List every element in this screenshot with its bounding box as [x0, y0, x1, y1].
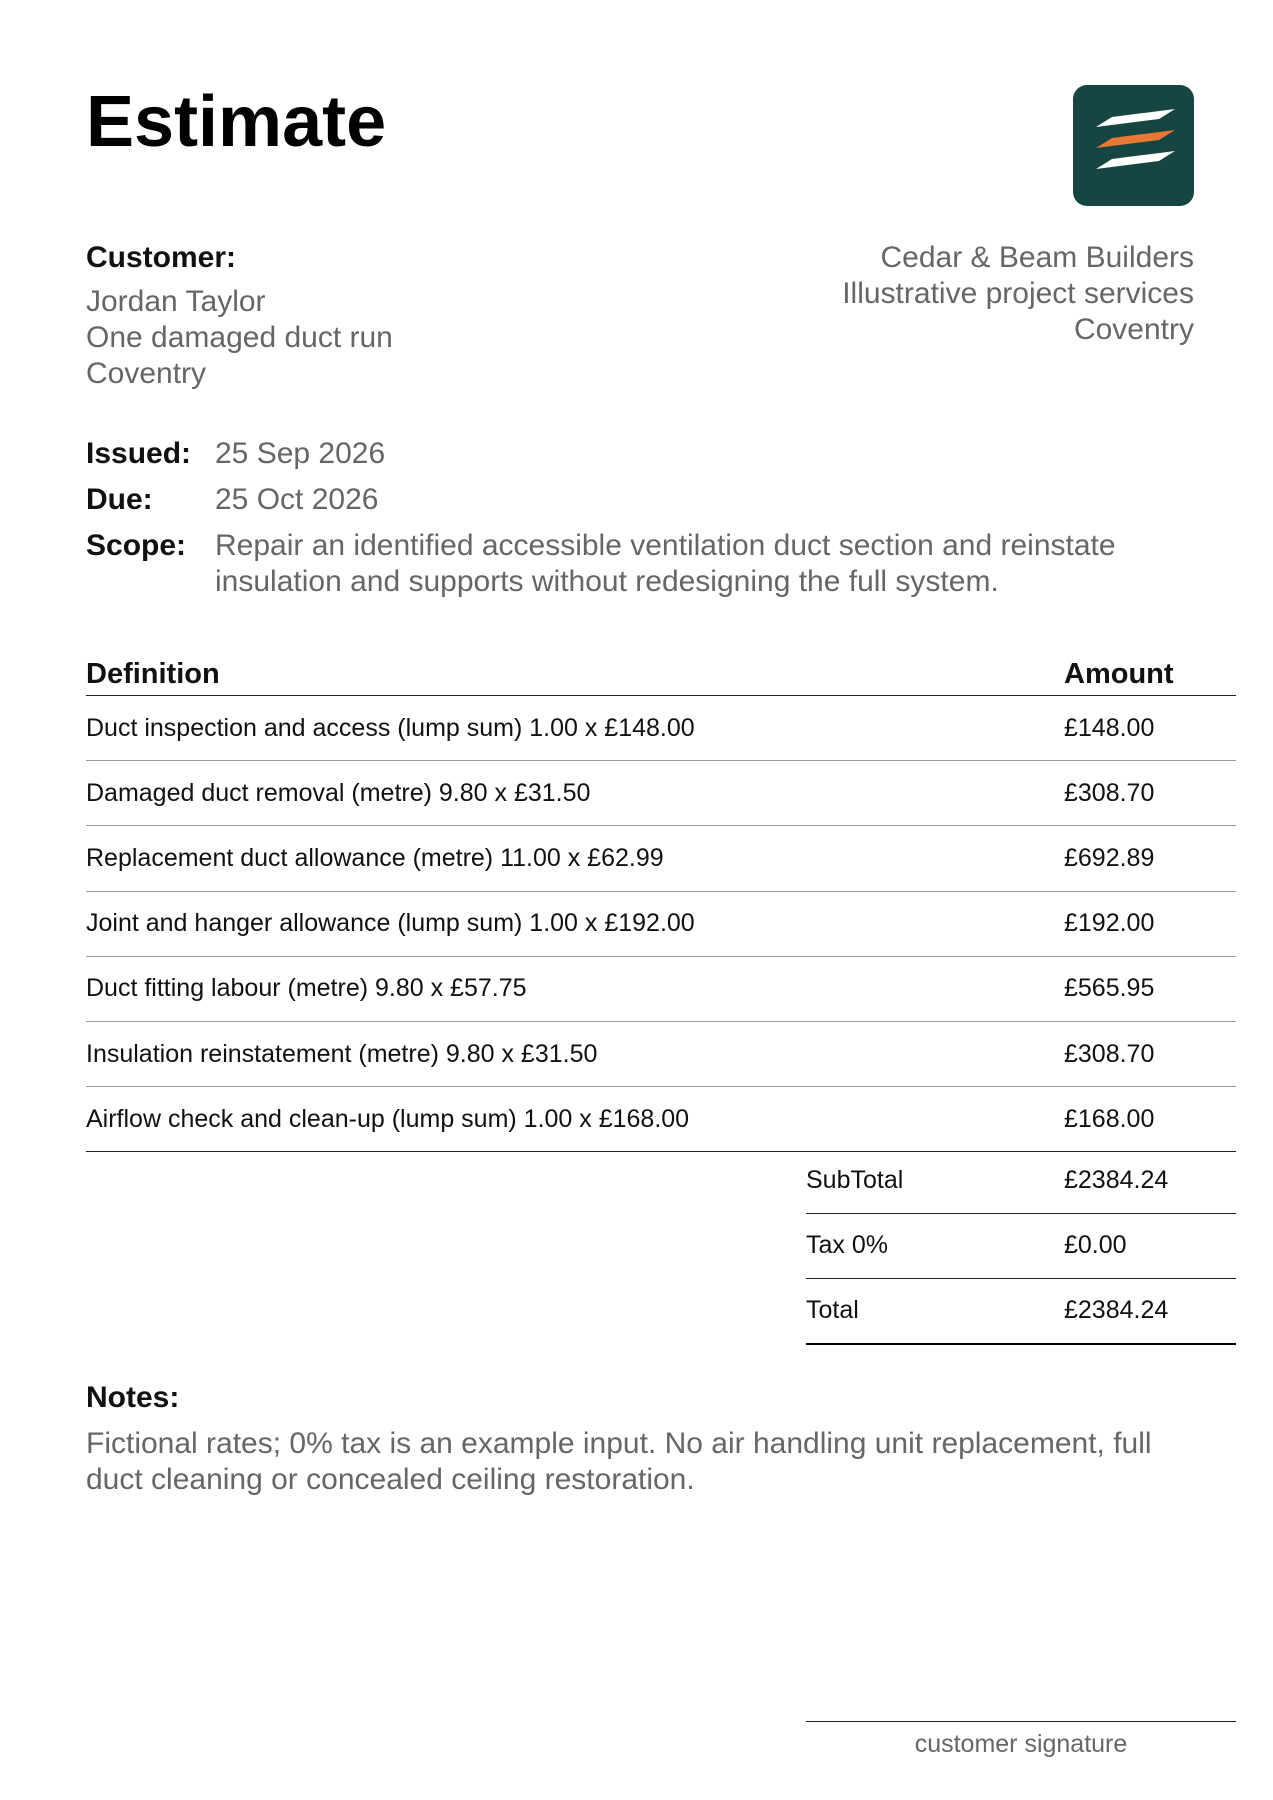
row-definition: Duct inspection and access (lump sum) 1.00 x £148.00 [86, 713, 695, 742]
scope-text: Repair an identified accessible ventilation duct section and reinstate insulation and supports without redesigning the full system. [215, 529, 1116, 598]
company-block [842, 240, 1194, 348]
company-tagline: Illustrative project services [842, 277, 1194, 310]
customer-block [86, 240, 393, 392]
customer-signature-line[interactable]: customer signature [806, 1721, 1236, 1759]
table-row [86, 892, 1236, 957]
customer-name: Jordan Taylor [86, 285, 266, 318]
estimate-meta [86, 436, 1206, 610]
row-definition: Replacement duct allowance (metre) 11.00 x £62.99 [86, 843, 664, 872]
issued-label: Issued: [86, 437, 192, 470]
table-header [86, 656, 1236, 696]
company-city: Coventry [1073, 313, 1194, 346]
subtotal-label: SubTotal [806, 1165, 904, 1194]
total-label: Total [806, 1296, 859, 1325]
tax-value: £0.00 [1064, 1231, 1127, 1260]
subtotal-row [806, 1148, 1236, 1214]
notes-label: Notes: [86, 1381, 180, 1414]
issued-date: 25 Sep 2026 [215, 437, 386, 470]
row-amount: £168.00 [1064, 1104, 1155, 1133]
totals-table [806, 1148, 1236, 1345]
row-amount: £192.00 [1064, 909, 1155, 938]
customer-label: Customer: [86, 241, 237, 274]
row-definition: Damaged duct removal (metre) 9.80 x £31.50 [86, 778, 591, 807]
due-label: Due: [86, 483, 153, 516]
definition-header: Definition [86, 658, 220, 690]
table-row [86, 1087, 1236, 1152]
row-amount: £565.95 [1064, 974, 1155, 1003]
row-amount: £692.89 [1064, 843, 1155, 872]
total-row [806, 1279, 1236, 1345]
row-definition: Duct fitting labour (metre) 9.80 x £57.75 [86, 974, 527, 1003]
row-definition: Insulation reinstatement (metre) 9.80 x £31.50 [86, 1039, 598, 1068]
row-definition: Airflow check and clean-up (lump sum) 1.00 x £168.00 [86, 1104, 690, 1133]
due-row [86, 482, 1206, 518]
notes-text: Fictional rates; 0% tax is an example input. No air handling unit replacement, full duct cleaning or concealed ceiling restoration. [86, 1427, 1152, 1496]
row-amount: £308.70 [1064, 778, 1155, 807]
due-date: 25 Oct 2026 [215, 483, 379, 516]
line-items-table [86, 656, 1236, 1152]
table-row [86, 1022, 1236, 1087]
table-row [86, 696, 1236, 761]
company-logo [1073, 85, 1194, 206]
tax-label: Tax 0% [806, 1231, 888, 1260]
table-row [86, 957, 1236, 1022]
amount-header: Amount [1064, 658, 1174, 690]
row-amount: £308.70 [1064, 1039, 1155, 1068]
table-row [86, 826, 1236, 891]
customer-project: One damaged duct run [86, 321, 393, 354]
notes-section [86, 1380, 1216, 1498]
customer-city: Coventry [86, 357, 207, 390]
company-name: Cedar & Beam Builders [880, 241, 1194, 274]
issued-row [86, 436, 1206, 472]
total-value: £2384.24 [1064, 1296, 1169, 1325]
row-definition: Joint and hanger allowance (lump sum) 1.00 x £192.00 [86, 909, 695, 938]
scope-label: Scope: [86, 529, 187, 562]
scope-row [86, 528, 1206, 600]
subtotal-value: £2384.24 [1064, 1165, 1169, 1194]
row-amount: £148.00 [1064, 713, 1155, 742]
stacked-layers-logo-icon [1073, 85, 1194, 206]
tax-row [806, 1214, 1236, 1280]
document-title: Estimate [86, 82, 387, 162]
table-row [86, 761, 1236, 826]
